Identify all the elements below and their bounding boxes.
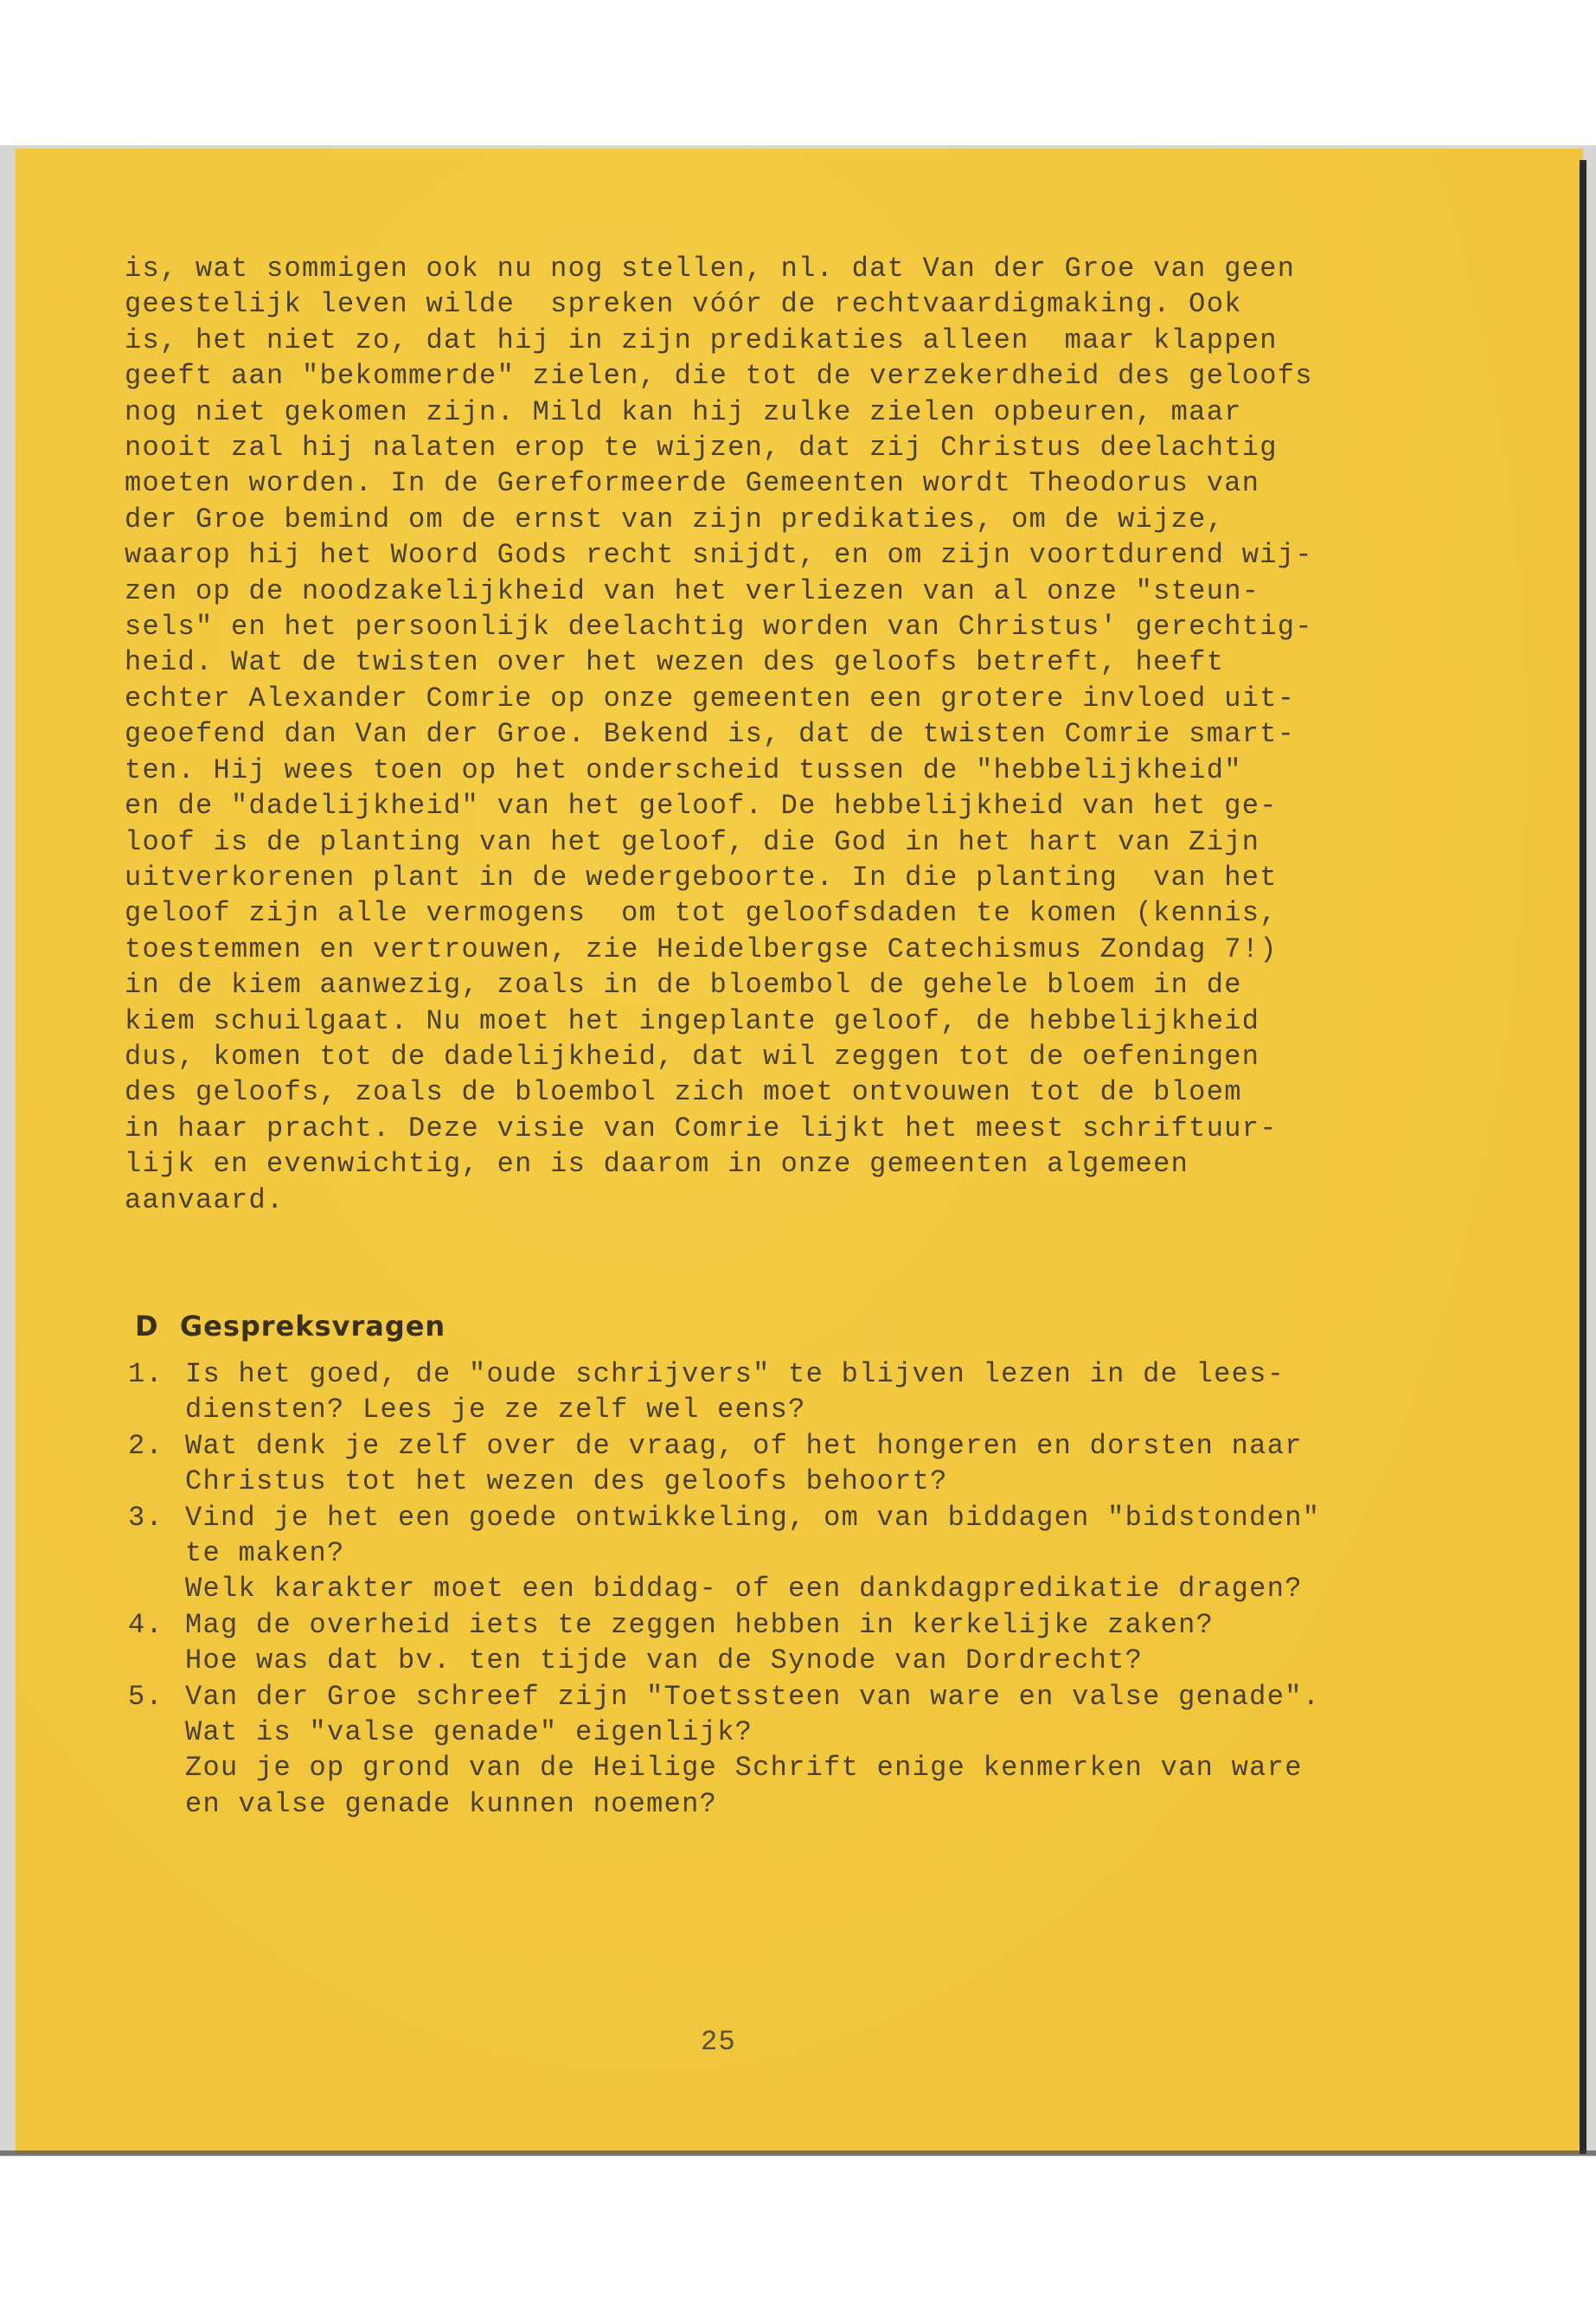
question-line: en valse genade kunnen noemen? bbox=[185, 1787, 718, 1820]
body-line: en de "dadelijkheid" van het geloof. De hebbelijkheid van het ge- bbox=[125, 790, 1278, 823]
question-line: Hoe was dat bv. ten tijde van de Synode van Dordrecht? bbox=[185, 1644, 1144, 1677]
body-line: geeft aan "bekommerde" zielen, die tot de verzekerdheid des geloofs bbox=[125, 360, 1313, 393]
body-line: in haar pracht. Deze visie van Comrie lijkt het meest schriftuur- bbox=[125, 1112, 1278, 1144]
body-line: des geloofs, zoals de bloembol zich moet ontvouwen tot de bloem bbox=[125, 1076, 1242, 1109]
body-line: nooit zal hij nalaten erop te wijzen, dat zij Christus deelachtig bbox=[125, 432, 1278, 465]
section-heading: D Gespreksvragen bbox=[135, 1310, 446, 1343]
question-line: Wat denk je zelf over de vraag, of het hongeren en dorsten naar bbox=[185, 1429, 1303, 1462]
question-line: te maken? bbox=[185, 1537, 345, 1570]
body-line: dus, komen tot de dadelijkheid, dat wil zeggen tot de oefeningen bbox=[125, 1040, 1260, 1073]
body-line: nog niet gekomen zijn. Mild kan hij zulke zielen opbeuren, maar bbox=[125, 395, 1242, 428]
body-line: echter Alexander Comrie op onze gemeenten een grotere invloed uit- bbox=[125, 682, 1296, 715]
body-line: uitverkorenen plant in de wedergeboorte. In die planting van het bbox=[125, 861, 1278, 894]
question-item bbox=[128, 1607, 1320, 1679]
question-number: 4. bbox=[128, 1608, 164, 1641]
body-line: toestemmen en vertrouwen, zie Heidelbergse Catechismus Zondag 7!) bbox=[125, 933, 1278, 965]
question-line: Zou je op grond van de Heilige Schrift enige kenmerken van ware bbox=[185, 1752, 1303, 1785]
question-text bbox=[185, 1607, 1214, 1679]
body-line: sels" en het persoonlijk deelachtig worden van Christus' gerechtig- bbox=[125, 611, 1313, 644]
body-line: zen op de noodzakelijkheid van het verliezen van al onze "steun- bbox=[125, 574, 1260, 607]
question-text bbox=[185, 1428, 1303, 1500]
body-line: ten. Hij wees toen op het onderscheid tussen de "hebbelijkheid" bbox=[125, 753, 1242, 786]
body-paragraph bbox=[125, 251, 1313, 1218]
question-line: Vind je het een goede ontwikkeling, om van biddagen "bidstonden" bbox=[185, 1501, 1321, 1534]
page-edge-shadow bbox=[1580, 160, 1586, 2154]
body-line: geloof zijn alle vermogens om tot geloofsdaden te komen (kennis, bbox=[125, 897, 1278, 930]
body-line: moeten worden. In de Gereformeerde Gemeenten wordt Theodorus van bbox=[125, 467, 1260, 500]
question-item bbox=[128, 1428, 1320, 1500]
question-item bbox=[128, 1500, 1320, 1607]
body-line: der Groe bemind om de ernst van zijn predikaties, om de wijze, bbox=[125, 503, 1225, 535]
body-line: aanvaard. bbox=[125, 1183, 285, 1216]
body-line: lijk en evenwichtig, en is daarom in onze gemeenten algemeen bbox=[125, 1148, 1189, 1181]
question-number: 2. bbox=[128, 1429, 164, 1462]
body-line: geoefend dan Van der Groe. Bekend is, dat de twisten Comrie smart- bbox=[125, 718, 1296, 751]
discussion-questions-list bbox=[128, 1356, 1320, 1822]
body-line: geestelijk leven wilde spreken vóór de rechtvaardigmaking. Ook bbox=[125, 288, 1242, 321]
body-line: loof is de planting van het geloof, die God in het hart van Zijn bbox=[125, 825, 1260, 858]
page-number: 25 bbox=[701, 2026, 737, 2058]
question-text bbox=[185, 1679, 1320, 1823]
question-line: diensten? Lees je ze zelf wel eens? bbox=[185, 1394, 806, 1426]
bottom-edge bbox=[0, 2150, 1596, 2156]
question-number: 3. bbox=[128, 1501, 164, 1534]
question-line: Welk karakter moet een biddag- of een dankdagpredikatie dragen? bbox=[185, 1573, 1303, 1606]
question-text bbox=[185, 1356, 1285, 1428]
body-line: heid. Wat de twisten over het wezen des geloofs betreft, heeft bbox=[125, 646, 1225, 679]
question-line: Is het goed, de "oude schrijvers" te blijven lezen in de lees- bbox=[185, 1358, 1285, 1390]
question-line: Wat is "valse genade" eigenlijk? bbox=[185, 1716, 753, 1749]
body-line: in de kiem aanwezig, zoals in de bloembol de gehele bloem in de bbox=[125, 969, 1242, 1002]
question-number: 1. bbox=[128, 1358, 164, 1390]
body-line: waarop hij het Woord Gods recht snijdt, en om zijn voortdurend wij- bbox=[125, 539, 1313, 572]
question-text bbox=[185, 1500, 1320, 1607]
question-item bbox=[128, 1679, 1320, 1823]
body-line: is, wat sommigen ook nu nog stellen, nl. dat Van der Groe van geen bbox=[125, 253, 1296, 285]
body-line: kiem schuilgaat. Nu moet het ingeplante geloof, de hebbelijkheid bbox=[125, 1004, 1260, 1037]
body-line: is, het niet zo, dat hij in zijn predikaties alleen maar klappen bbox=[125, 324, 1278, 356]
question-line: Van der Groe schreef zijn "Toetssteen van ware en valse genade". bbox=[185, 1680, 1321, 1713]
question-line: Christus tot het wezen des geloofs behoort? bbox=[185, 1465, 948, 1498]
question-number: 5. bbox=[128, 1680, 164, 1713]
question-line: Mag de overheid iets te zeggen hebben in kerkelijke zaken? bbox=[185, 1608, 1215, 1641]
question-item bbox=[128, 1356, 1320, 1428]
